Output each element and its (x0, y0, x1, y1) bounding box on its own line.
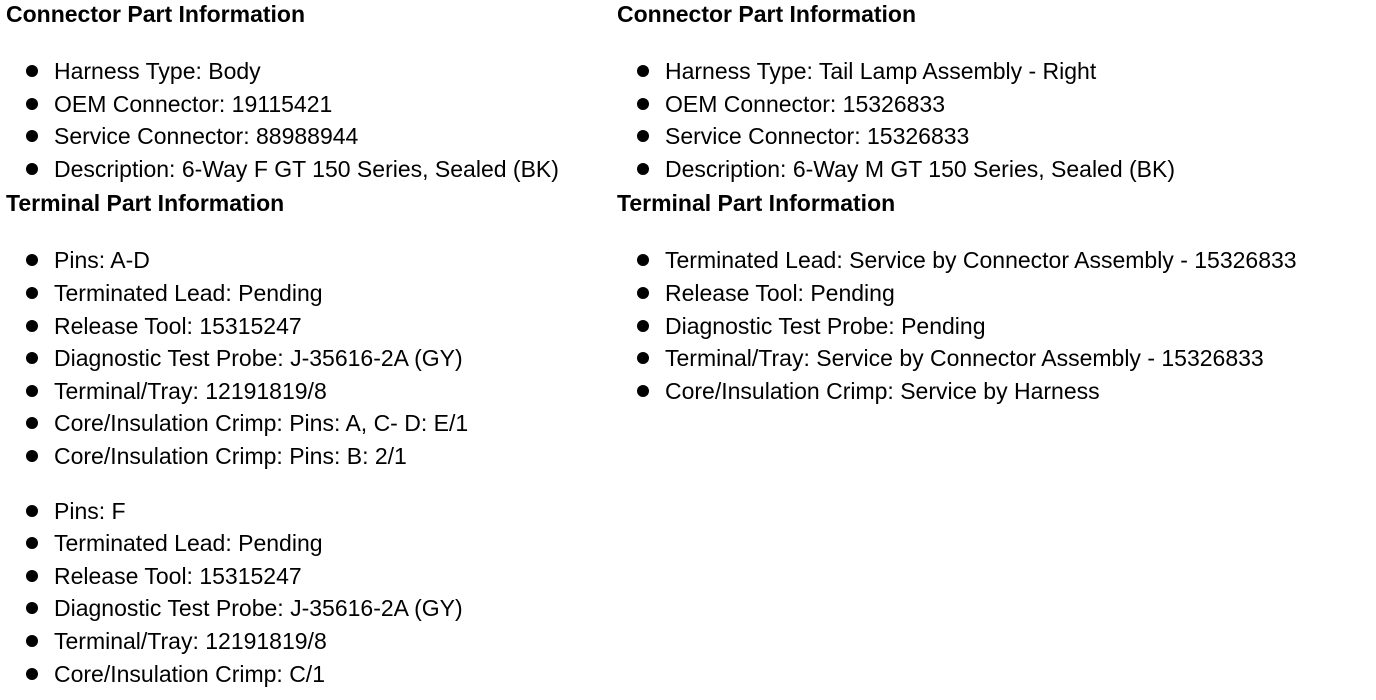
bullet-icon (26, 254, 38, 266)
list-item: Diagnostic Test Probe: J-35616-2A (GY) (6, 342, 612, 375)
bullet-icon (637, 163, 649, 175)
list-item: Release Tool: Pending (617, 277, 1372, 310)
list-item: Terminal/Tray: 12191819/8 (6, 625, 612, 658)
bullet-icon (637, 287, 649, 299)
connector-part-list (6, 55, 612, 185)
terminal-part-heading: Terminal Part Information (617, 190, 896, 217)
list-item: Diagnostic Test Probe: Pending (617, 310, 1372, 343)
list-item: Description: 6-Way M GT 150 Series, Sealed (BK) (617, 153, 1372, 186)
bullet-icon (26, 287, 38, 299)
bullet-icon (26, 505, 38, 517)
list-item: Release Tool: 15315247 (6, 310, 612, 343)
list-item: Core/Insulation Crimp: Pins: B: 2/1 (6, 440, 612, 473)
list-item: Terminal/Tray: 12191819/8 (6, 375, 612, 408)
list-item: Service Connector: 15326833 (617, 120, 1372, 153)
list-item: Harness Type: Body (6, 55, 612, 88)
terminal-part-list-1 (6, 244, 612, 472)
list-item: Core/Insulation Crimp: Service by Harness (617, 375, 1372, 408)
list-item: OEM Connector: 19115421 (6, 88, 612, 121)
list-item: Diagnostic Test Probe: J-35616-2A (GY) (6, 592, 612, 625)
list-item: Core/Insulation Crimp: Pins: A, C- D: E/1 (6, 407, 612, 440)
bullet-icon (26, 352, 38, 364)
bullet-icon (637, 254, 649, 266)
bullet-icon (637, 320, 649, 332)
bullet-icon (637, 65, 649, 77)
bullet-icon (26, 570, 38, 582)
list-item: Terminated Lead: Service by Connector Assembly - 15326833 (617, 244, 1372, 277)
bullet-icon (637, 385, 649, 397)
list-item: Description: 6-Way F GT 150 Series, Sealed (BK) (6, 153, 612, 186)
list-item: Terminated Lead: Pending (6, 527, 612, 560)
bullet-icon (26, 130, 38, 142)
bullet-icon (26, 65, 38, 77)
list-item: Pins: F (6, 495, 612, 528)
bullet-icon (637, 352, 649, 364)
bullet-icon (26, 450, 38, 462)
list-item: Terminal/Tray: Service by Connector Assembly - 15326833 (617, 342, 1372, 375)
bullet-icon (637, 98, 649, 110)
bullet-icon (26, 320, 38, 332)
bullet-icon (26, 537, 38, 549)
bullet-icon (26, 668, 38, 680)
list-item: Release Tool: 15315247 (6, 560, 612, 593)
bullet-icon (26, 635, 38, 647)
left-column (6, 0, 612, 690)
list-item: Terminated Lead: Pending (6, 277, 612, 310)
terminal-part-heading: Terminal Part Information (6, 190, 285, 217)
bullet-icon (26, 385, 38, 397)
list-item: Harness Type: Tail Lamp Assembly - Right (617, 55, 1372, 88)
bullet-icon (26, 417, 38, 429)
bullet-icon (26, 602, 38, 614)
connector-part-heading: Connector Part Information (617, 1, 917, 27)
list-item: Service Connector: 88988944 (6, 120, 612, 153)
bullet-icon (26, 163, 38, 175)
right-column (617, 0, 1372, 407)
connector-part-heading: Connector Part Information (6, 1, 306, 27)
terminal-part-list-1 (617, 244, 1372, 407)
list-item: Pins: A-D (6, 244, 612, 277)
list-item: Core/Insulation Crimp: C/1 (6, 658, 612, 691)
bullet-icon (637, 130, 649, 142)
list-item: OEM Connector: 15326833 (617, 88, 1372, 121)
terminal-part-list-2 (6, 495, 612, 691)
bullet-icon (26, 98, 38, 110)
connector-part-list (617, 55, 1372, 185)
